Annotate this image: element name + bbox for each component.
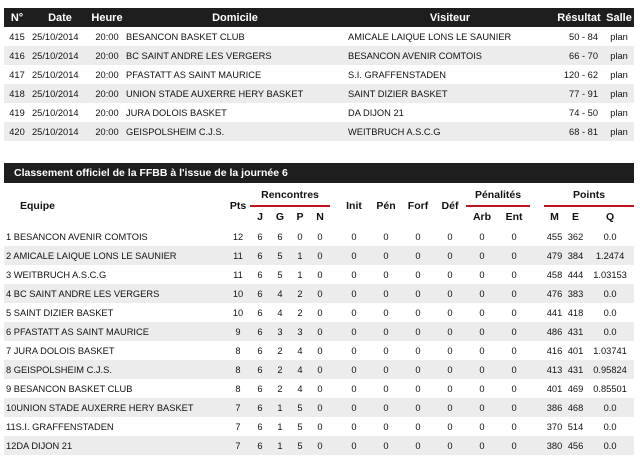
standings-ent: 0 xyxy=(498,246,530,265)
standings-ent: 0 xyxy=(498,398,530,417)
header-gap xyxy=(330,185,338,227)
standings-q: 0.0 xyxy=(586,322,634,341)
standings-forf: 0 xyxy=(402,360,434,379)
standings-n: 0 xyxy=(310,436,330,455)
header-home: Domicile xyxy=(124,8,346,27)
column-gap xyxy=(330,360,338,379)
header-result: Résultat xyxy=(554,8,604,27)
standings-m: 401 xyxy=(546,383,563,394)
match-venue-link[interactable]: plan xyxy=(610,31,628,42)
match-home: JURA DOLOIS BASKET xyxy=(126,107,227,118)
standings-team: 2 AMICALE LAIQUE LONS LE SAUNIER xyxy=(4,246,226,265)
match-venue-link[interactable]: plan xyxy=(610,69,628,80)
standings-team: 11S.I. GRAFFENSTADEN xyxy=(6,421,114,432)
column-gap xyxy=(330,398,338,417)
standings-pen: 0 xyxy=(383,421,389,432)
standings-pts: 8 xyxy=(226,360,250,379)
standings-ent: 0 xyxy=(511,269,517,280)
match-venue-link[interactable]: plan xyxy=(604,84,634,103)
match-date: 25/10/2014 xyxy=(30,46,90,65)
match-time: 20:00 xyxy=(90,122,124,141)
standings-m: 479 xyxy=(544,246,565,265)
standings-pts: 9 xyxy=(226,322,250,341)
standings-team: 8 GEISPOLSHEIM C.J.S. xyxy=(4,360,226,379)
match-result: 66 - 70 xyxy=(554,46,604,65)
standings-q: 0.0 xyxy=(586,398,634,417)
standings-ent: 0 xyxy=(498,436,530,455)
match-num: 419 xyxy=(9,107,25,118)
standings-e: 401 xyxy=(567,345,584,356)
header-forf: Forf xyxy=(402,185,434,227)
standings-p: 2 xyxy=(290,284,310,303)
standings-e: 383 xyxy=(565,284,586,303)
header-penalites: Pénalités xyxy=(466,185,530,206)
standings-g: 2 xyxy=(277,345,283,356)
match-away: AMICALE LAIQUE LONS LE SAUNIER xyxy=(348,31,512,42)
column-gap xyxy=(330,379,338,398)
standings-p: 5 xyxy=(297,421,303,432)
standings-arb: 0 xyxy=(466,284,498,303)
standings-forf: 0 xyxy=(415,345,421,356)
standings-def: 0 xyxy=(434,322,466,341)
standings-n: 0 xyxy=(317,421,323,432)
standings-q: 1.03153 xyxy=(593,269,627,280)
standings-e: 418 xyxy=(567,307,584,318)
standings-ent: 0 xyxy=(511,421,517,432)
standings-g: 4 xyxy=(270,284,290,303)
standings-n: 0 xyxy=(317,345,323,356)
header-q: Q xyxy=(586,206,634,227)
column-gap xyxy=(330,303,338,322)
standings-arb: 0 xyxy=(466,398,498,417)
standings-pen: 0 xyxy=(370,246,402,265)
standings-row xyxy=(4,265,634,284)
column-gap xyxy=(530,246,544,265)
standings-ent: 0 xyxy=(498,360,530,379)
header-ent: Ent xyxy=(498,206,530,227)
standings-q: 0.95824 xyxy=(586,360,634,379)
standings-n: 0 xyxy=(310,246,330,265)
match-result: 120 - 62 xyxy=(563,69,598,80)
standings-e: 469 xyxy=(567,383,584,394)
standings-q: 0.0 xyxy=(586,436,634,455)
standings-ent: 0 xyxy=(511,307,517,318)
column-gap xyxy=(330,322,338,341)
standings-ent: 0 xyxy=(498,322,530,341)
standings-pts: 8 xyxy=(235,383,241,394)
standings-arb: 0 xyxy=(479,345,485,356)
match-date: 25/10/2014 xyxy=(30,84,90,103)
standings-j: 6 xyxy=(250,284,270,303)
standings-team: 1 BESANCON AVENIR COMTOIS xyxy=(6,231,148,242)
standings-q: 1.03741 xyxy=(593,345,627,356)
standings-pen: 0 xyxy=(383,231,389,242)
standings-m: 380 xyxy=(544,436,565,455)
header-away: Visiteur xyxy=(346,8,554,27)
standings-forf: 0 xyxy=(415,231,421,242)
standings-j: 6 xyxy=(250,398,270,417)
standings-q: 0.0 xyxy=(603,421,617,432)
standings-e: 362 xyxy=(567,231,584,242)
standings-forf: 0 xyxy=(402,322,434,341)
column-gap xyxy=(330,265,338,284)
standings-title: Classement officiel de la FFBB à l'issue de la journée 6 xyxy=(4,163,634,183)
match-away: WEITBRUCH A.S.C.G xyxy=(346,122,554,141)
match-home: PFASTATT AS SAINT MAURICE xyxy=(126,69,262,80)
match-time: 20:00 xyxy=(95,31,119,42)
standings-m: 455 xyxy=(546,231,563,242)
standings-j: 6 xyxy=(250,322,270,341)
standings-j: 6 xyxy=(250,360,270,379)
standings-ent: 0 xyxy=(511,383,517,394)
standings-m: 458 xyxy=(546,269,563,280)
standings-n: 0 xyxy=(317,269,323,280)
standings-forf: 0 xyxy=(402,436,434,455)
standings-arb: 0 xyxy=(466,322,498,341)
standings-m: 416 xyxy=(546,345,563,356)
standings-row xyxy=(4,322,634,341)
standings-j: 6 xyxy=(257,345,263,356)
standings-pen: 0 xyxy=(383,307,389,318)
standings-g: 3 xyxy=(270,322,290,341)
standings-pen: 0 xyxy=(370,360,402,379)
standings-pen: 0 xyxy=(370,322,402,341)
column-gap xyxy=(530,341,544,360)
standings-q: 0.85501 xyxy=(593,383,627,394)
standings-init: 0 xyxy=(338,284,370,303)
standings-p: 0 xyxy=(297,231,303,242)
standings-pen: 0 xyxy=(383,345,389,356)
match-result: 68 - 81 xyxy=(554,122,604,141)
standings-def: 0 xyxy=(447,231,453,242)
standings-def: 0 xyxy=(434,246,466,265)
standings-g: 1 xyxy=(270,436,290,455)
standings-n: 0 xyxy=(317,307,323,318)
standings-e: 444 xyxy=(567,269,584,280)
header-g: G xyxy=(270,206,290,227)
standings-arb: 0 xyxy=(466,360,498,379)
standings-arb: 0 xyxy=(466,436,498,455)
standings-n: 0 xyxy=(310,360,330,379)
match-date: 25/10/2014 xyxy=(32,107,79,118)
standings-row xyxy=(4,417,634,436)
standings-forf: 0 xyxy=(415,269,421,280)
standings-pen: 0 xyxy=(370,284,402,303)
standings-team: 3 WEITBRUCH A.S.C.G xyxy=(6,269,107,280)
standings-n: 0 xyxy=(310,398,330,417)
header-arb: Arb xyxy=(466,206,498,227)
standings-arb: 0 xyxy=(479,231,485,242)
match-venue-link[interactable]: plan xyxy=(604,46,634,65)
standings-j: 6 xyxy=(257,307,263,318)
header-pen: Pén xyxy=(370,185,402,227)
header-points: Points xyxy=(544,185,634,206)
standings-j: 6 xyxy=(250,246,270,265)
standings-arb: 0 xyxy=(466,246,498,265)
standings-init: 0 xyxy=(338,398,370,417)
column-gap xyxy=(530,322,544,341)
standings-init: 0 xyxy=(351,345,357,356)
match-time: 20:00 xyxy=(90,84,124,103)
standings-g: 5 xyxy=(270,246,290,265)
standings-e: 514 xyxy=(567,421,584,432)
standings-n: 0 xyxy=(310,322,330,341)
match-date: 25/10/2014 xyxy=(30,122,90,141)
match-home: BESANCON BASKET CLUB xyxy=(126,31,245,42)
header-num: N° xyxy=(4,8,30,27)
standings-p: 1 xyxy=(297,269,303,280)
standings-row xyxy=(4,360,634,379)
standings-q: 1.2474 xyxy=(586,246,634,265)
column-gap xyxy=(330,417,338,436)
standings-def: 0 xyxy=(447,307,453,318)
standings-g: 4 xyxy=(277,307,283,318)
standings-row xyxy=(4,303,634,322)
standings-p: 1 xyxy=(290,246,310,265)
standings-def: 0 xyxy=(434,436,466,455)
standings-m: 476 xyxy=(544,284,565,303)
standings-pen: 0 xyxy=(370,398,402,417)
standings-pts: 11 xyxy=(233,269,243,280)
match-num: 418 xyxy=(4,84,30,103)
standings-row xyxy=(4,341,634,360)
standings-p: 3 xyxy=(290,322,310,341)
header-date: Date xyxy=(30,8,90,27)
standings-pts: 8 xyxy=(235,345,241,356)
standings-q: 0.0 xyxy=(603,307,617,318)
standings-p: 4 xyxy=(290,360,310,379)
standings-header-row-1 xyxy=(4,185,634,206)
standings-m: 486 xyxy=(544,322,565,341)
header-p: P xyxy=(290,206,310,227)
match-result: 50 - 84 xyxy=(569,31,598,42)
match-venue-link[interactable]: plan xyxy=(604,122,634,141)
standings-pts: 11 xyxy=(226,246,250,265)
match-row xyxy=(4,103,634,122)
standings-def: 0 xyxy=(447,383,453,394)
standings-team: 10UNION STADE AUXERRE HERY BASKET xyxy=(4,398,226,417)
column-gap xyxy=(530,360,544,379)
match-result: 77 - 91 xyxy=(554,84,604,103)
standings-row xyxy=(4,284,634,303)
match-away: SAINT DIZIER BASKET xyxy=(346,84,554,103)
match-home: BC SAINT ANDRE LES VERGERS xyxy=(124,46,346,65)
standings-p: 2 xyxy=(297,307,303,318)
column-gap xyxy=(330,284,338,303)
standings-table xyxy=(4,185,634,455)
header-venue: Salle xyxy=(604,8,634,27)
column-gap xyxy=(330,227,338,246)
standings-def: 0 xyxy=(447,345,453,356)
match-date: 25/10/2014 xyxy=(32,69,79,80)
standings-team: 4 BC SAINT ANDRE LES VERGERS xyxy=(4,284,226,303)
standings-e: 384 xyxy=(565,246,586,265)
standings-def: 0 xyxy=(434,284,466,303)
standings-pen: 0 xyxy=(383,269,389,280)
standings-j: 6 xyxy=(257,269,263,280)
standings-g: 2 xyxy=(277,383,283,394)
header-n: N xyxy=(310,206,330,227)
header-gap-2 xyxy=(530,185,544,227)
standings-arb: 0 xyxy=(479,269,485,280)
standings-m: 370 xyxy=(546,421,563,432)
standings-arb: 0 xyxy=(479,307,485,318)
standings-e: 431 xyxy=(565,360,586,379)
standings-team: 7 JURA DOLOIS BASKET xyxy=(6,345,115,356)
standings-init: 0 xyxy=(351,383,357,394)
column-gap xyxy=(530,417,544,436)
header-def: Déf xyxy=(434,185,466,227)
column-gap xyxy=(530,284,544,303)
standings-n: 0 xyxy=(317,231,323,242)
standings-def: 0 xyxy=(447,269,453,280)
standings-m: 441 xyxy=(546,307,563,318)
standings-forf: 0 xyxy=(415,421,421,432)
header-team: Equipe xyxy=(4,185,226,227)
column-gap xyxy=(530,227,544,246)
standings-g: 5 xyxy=(277,269,283,280)
standings-row xyxy=(4,398,634,417)
match-num: 415 xyxy=(9,31,25,42)
standings-q: 0.0 xyxy=(586,284,634,303)
standings-m: 413 xyxy=(544,360,565,379)
standings-row xyxy=(4,379,634,398)
standings-pts: 12 xyxy=(232,231,244,242)
standings-e: 468 xyxy=(565,398,586,417)
standings-g: 1 xyxy=(277,421,283,432)
standings-pts: 10 xyxy=(226,284,250,303)
standings-row xyxy=(4,246,634,265)
match-num: 420 xyxy=(4,122,30,141)
standings-arb: 0 xyxy=(479,383,485,394)
standings-n: 0 xyxy=(310,284,330,303)
standings-p: 4 xyxy=(297,345,303,356)
standings-ent: 0 xyxy=(498,284,530,303)
standings-pts: 7 xyxy=(226,398,250,417)
standings-p: 4 xyxy=(297,383,303,394)
standings-def: 0 xyxy=(434,360,466,379)
match-row xyxy=(4,84,634,103)
standings-forf: 0 xyxy=(402,246,434,265)
match-results-table xyxy=(4,8,634,141)
match-num: 416 xyxy=(4,46,30,65)
standings-forf: 0 xyxy=(402,284,434,303)
standings-forf: 0 xyxy=(415,307,421,318)
standings-init: 0 xyxy=(351,269,357,280)
standings-def: 0 xyxy=(434,398,466,417)
header-j: J xyxy=(250,206,270,227)
standings-j: 6 xyxy=(250,436,270,455)
match-row xyxy=(4,46,634,65)
standings-e: 431 xyxy=(565,322,586,341)
match-away: DA DIJON 21 xyxy=(348,107,404,118)
standings-init: 0 xyxy=(351,231,357,242)
match-home: UNION STADE AUXERRE HERY BASKET xyxy=(124,84,346,103)
standings-row xyxy=(4,436,634,455)
column-gap xyxy=(530,398,544,417)
column-gap xyxy=(530,265,544,284)
match-result: 74 - 50 xyxy=(569,107,598,118)
standings-g: 6 xyxy=(277,231,283,242)
standings-p: 5 xyxy=(290,398,310,417)
standings-pts: 10 xyxy=(232,307,244,318)
standings-init: 0 xyxy=(338,322,370,341)
standings-init: 0 xyxy=(351,307,357,318)
column-gap xyxy=(530,379,544,398)
standings-forf: 0 xyxy=(402,398,434,417)
match-time: 20:00 xyxy=(95,69,119,80)
standings-pen: 0 xyxy=(383,383,389,394)
standings-team: 6 PFASTATT AS SAINT MAURICE xyxy=(4,322,226,341)
standings-init: 0 xyxy=(351,421,357,432)
match-row xyxy=(4,122,634,141)
header-time: Heure xyxy=(90,8,124,27)
standings-e: 456 xyxy=(565,436,586,455)
header-init: Init xyxy=(338,185,370,227)
match-venue-link[interactable]: plan xyxy=(610,107,628,118)
standings-j: 6 xyxy=(257,383,263,394)
standings-team: 9 BESANCON BASKET CLUB xyxy=(6,383,133,394)
standings-n: 0 xyxy=(317,383,323,394)
column-gap xyxy=(330,341,338,360)
standings-q: 0.0 xyxy=(603,231,617,242)
standings-init: 0 xyxy=(338,246,370,265)
match-row xyxy=(4,65,634,84)
standings-init: 0 xyxy=(338,360,370,379)
standings-g: 2 xyxy=(270,360,290,379)
standings-arb: 0 xyxy=(479,421,485,432)
header-m: M xyxy=(544,206,565,227)
header-e: E xyxy=(565,206,586,227)
standings-ent: 0 xyxy=(511,231,517,242)
match-home: GEISPOLSHEIM C.J.S. xyxy=(124,122,346,141)
standings-pts: 7 xyxy=(226,436,250,455)
match-num: 417 xyxy=(9,69,25,80)
standings-def: 0 xyxy=(447,421,453,432)
header-rencontres: Rencontres xyxy=(250,185,330,206)
column-gap xyxy=(530,303,544,322)
column-gap xyxy=(530,436,544,455)
standings-j: 6 xyxy=(257,421,263,432)
standings-p: 5 xyxy=(290,436,310,455)
match-time: 20:00 xyxy=(95,107,119,118)
standings-pts: 7 xyxy=(235,421,241,432)
match-away: S.I. GRAFFENSTADEN xyxy=(348,69,446,80)
header-pts: Pts xyxy=(226,185,250,227)
standings-pen: 0 xyxy=(370,436,402,455)
column-gap xyxy=(330,436,338,455)
standings-row xyxy=(4,227,634,246)
match-away: BESANCON AVENIR COMTOIS xyxy=(346,46,554,65)
standings-team: 5 SAINT DIZIER BASKET xyxy=(6,307,114,318)
standings-forf: 0 xyxy=(415,383,421,394)
standings-team: 12DA DIJON 21 xyxy=(4,436,226,455)
standings-m: 386 xyxy=(544,398,565,417)
match-date: 25/10/2014 xyxy=(32,31,79,42)
match-time: 20:00 xyxy=(90,46,124,65)
standings-init: 0 xyxy=(338,436,370,455)
standings-ent: 0 xyxy=(511,345,517,356)
standings-g: 1 xyxy=(270,398,290,417)
column-gap xyxy=(330,246,338,265)
standings-j: 6 xyxy=(257,231,263,242)
match-header-row xyxy=(4,8,634,27)
match-row xyxy=(4,27,634,46)
